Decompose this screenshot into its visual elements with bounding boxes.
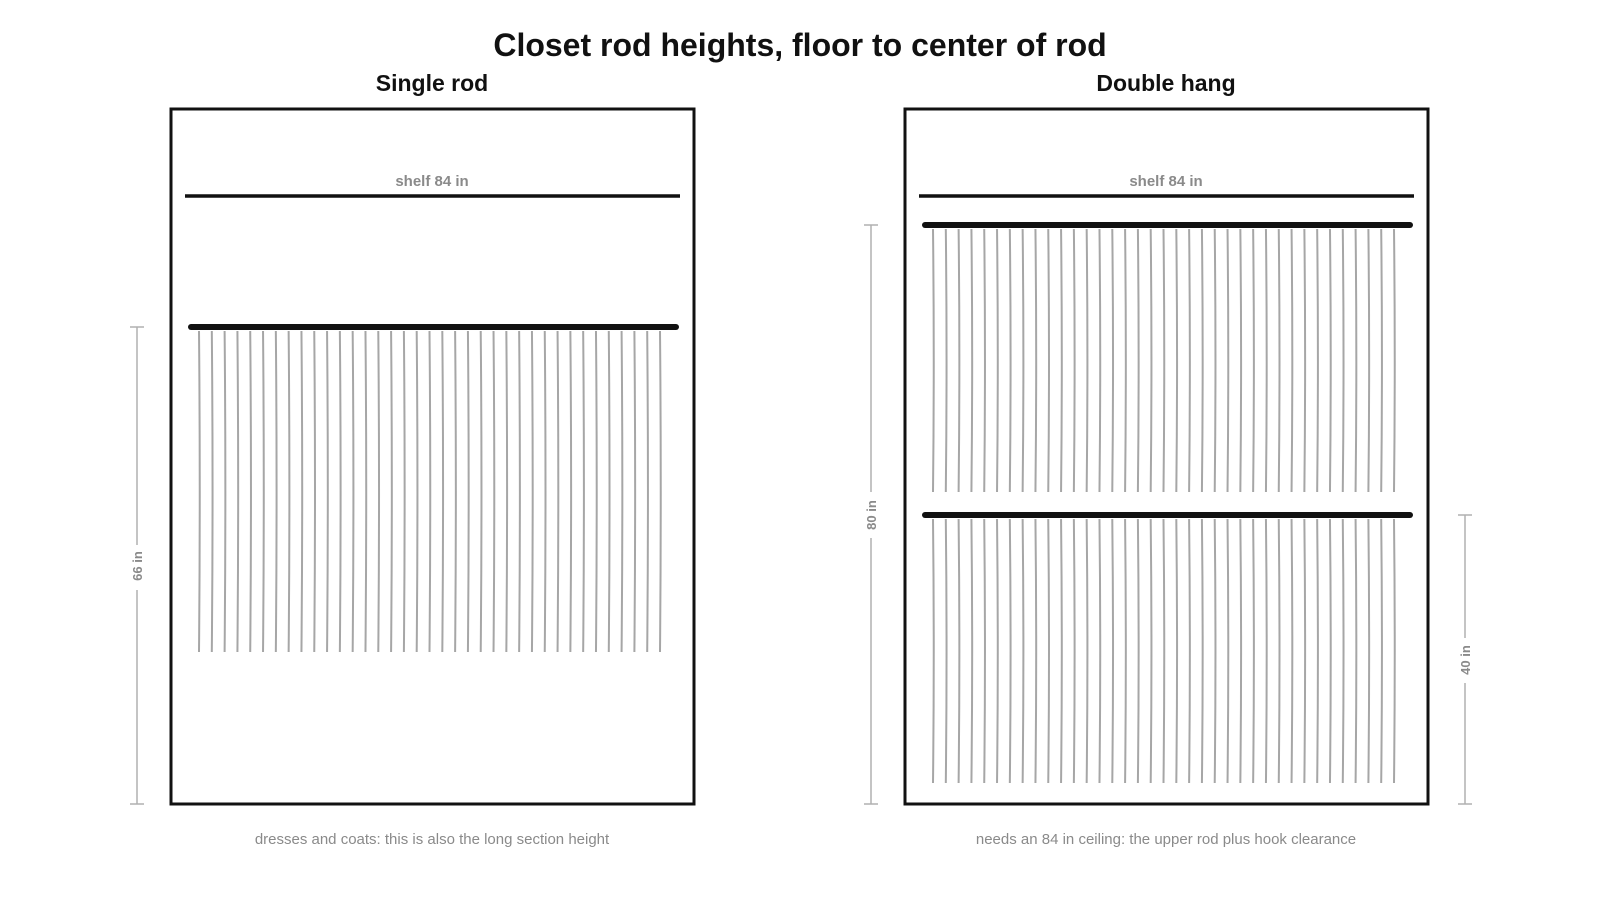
garment-strand bbox=[237, 331, 238, 652]
garment-strand bbox=[1151, 519, 1152, 783]
garment-strand bbox=[570, 331, 571, 652]
garment-strand bbox=[997, 519, 998, 783]
garment-strand bbox=[1266, 229, 1267, 492]
garment-strand bbox=[1292, 229, 1293, 492]
garment-strand bbox=[365, 331, 366, 652]
garment-strand bbox=[1202, 519, 1203, 783]
garment-strand bbox=[1112, 519, 1113, 783]
garment-strand bbox=[946, 519, 947, 783]
garment-strand bbox=[481, 331, 482, 652]
garment-strand bbox=[1151, 229, 1152, 492]
garment-strand bbox=[1317, 519, 1318, 783]
garment-strand bbox=[340, 331, 341, 652]
garment-strand bbox=[1099, 229, 1100, 492]
garment-strand bbox=[1304, 519, 1305, 783]
shelf-label: shelf 84 in bbox=[395, 173, 469, 190]
garment-strand bbox=[391, 331, 392, 652]
garment-strand bbox=[959, 229, 960, 492]
garment-strand bbox=[609, 331, 610, 652]
garment-strand bbox=[353, 331, 354, 652]
garment-strand bbox=[1048, 229, 1049, 492]
panel-caption: needs an 84 in ceiling: the upper rod plus hook clearance bbox=[975, 831, 1357, 848]
garment-strand bbox=[997, 229, 998, 492]
closet-frame bbox=[905, 109, 1428, 804]
garment-strand bbox=[250, 331, 251, 652]
garment-strand bbox=[1176, 229, 1177, 492]
garment-strand bbox=[1048, 519, 1049, 783]
garment-strand bbox=[984, 229, 985, 492]
garment-strand bbox=[984, 519, 985, 783]
garment-strand bbox=[1087, 229, 1088, 492]
garment-strand bbox=[933, 229, 934, 492]
garment-strand bbox=[1176, 519, 1177, 783]
garment-strand bbox=[404, 331, 405, 652]
garment-strand bbox=[442, 331, 443, 652]
dimension-40in bbox=[1458, 515, 1473, 804]
garment-strand bbox=[1035, 229, 1036, 492]
garment-strand bbox=[946, 229, 947, 492]
garment-strand bbox=[1215, 519, 1216, 783]
garment-strand bbox=[430, 331, 431, 652]
garment-strand bbox=[1330, 229, 1331, 492]
garment-strand bbox=[1253, 229, 1254, 492]
garment-strand bbox=[1240, 229, 1241, 492]
garment-strand bbox=[1074, 229, 1075, 492]
garment-strand bbox=[634, 331, 635, 652]
hanging-garments-lower bbox=[933, 519, 1395, 783]
panel-caption: dresses and coats: this is also the long section height bbox=[254, 831, 610, 848]
garment-strand bbox=[1202, 229, 1203, 492]
garment-strand bbox=[417, 331, 418, 652]
garment-strand bbox=[519, 331, 520, 652]
garment-strand bbox=[263, 331, 264, 652]
garment-strand bbox=[1292, 519, 1293, 783]
garment-strand bbox=[1304, 229, 1305, 492]
garment-strand bbox=[1061, 229, 1062, 492]
garment-strand bbox=[1381, 519, 1382, 783]
garment-strand bbox=[1356, 519, 1357, 783]
garment-strand bbox=[1087, 519, 1088, 783]
garment-strand bbox=[455, 331, 456, 652]
garment-strand bbox=[1279, 229, 1280, 492]
garment-strand bbox=[314, 331, 315, 652]
garment-strand bbox=[1253, 519, 1254, 783]
dimension-80in bbox=[864, 225, 879, 804]
garment-strand bbox=[1189, 229, 1190, 492]
panel-title-double-hang: Double hang bbox=[1096, 70, 1236, 96]
garment-strand bbox=[1228, 519, 1229, 783]
garment-strand bbox=[1099, 519, 1100, 783]
garment-strand bbox=[971, 229, 972, 492]
diagram-title: Closet rod heights, floor to center of rod bbox=[493, 27, 1107, 63]
garment-strand bbox=[1010, 519, 1011, 783]
shelf-label: shelf 84 in bbox=[1129, 173, 1203, 190]
garment-strand bbox=[1266, 519, 1267, 783]
garment-strand bbox=[1023, 519, 1024, 783]
garment-strand bbox=[1394, 229, 1395, 492]
garment-strand bbox=[1381, 229, 1382, 492]
garment-strand bbox=[1317, 229, 1318, 492]
garment-strand bbox=[301, 331, 302, 652]
garment-strand bbox=[1112, 229, 1113, 492]
garment-strand bbox=[1189, 519, 1190, 783]
garment-strand bbox=[532, 331, 533, 652]
garment-strand bbox=[1343, 229, 1344, 492]
garment-strand bbox=[1023, 229, 1024, 492]
garment-strand bbox=[1279, 519, 1280, 783]
garment-strand bbox=[1164, 519, 1165, 783]
garment-strand bbox=[1125, 519, 1126, 783]
garment-strand bbox=[1368, 229, 1369, 492]
garment-strand bbox=[1138, 519, 1139, 783]
garment-strand bbox=[468, 331, 469, 652]
garment-strand bbox=[276, 331, 277, 652]
hanging-garments bbox=[199, 331, 661, 652]
garment-strand bbox=[506, 331, 507, 652]
dimension-label: 66 in bbox=[130, 551, 145, 581]
garment-strand bbox=[1330, 519, 1331, 783]
garment-strand bbox=[1343, 519, 1344, 783]
garment-strand bbox=[199, 331, 200, 652]
garment-strand bbox=[1356, 229, 1357, 492]
garment-strand bbox=[1125, 229, 1126, 492]
garment-strand bbox=[647, 331, 648, 652]
panel-double-hang bbox=[864, 70, 1473, 848]
garment-strand bbox=[1228, 229, 1229, 492]
hanging-garments-upper bbox=[933, 229, 1395, 492]
garment-strand bbox=[971, 519, 972, 783]
garment-strand bbox=[583, 331, 584, 652]
dimension-label: 80 in bbox=[864, 500, 879, 530]
garment-strand bbox=[1061, 519, 1062, 783]
garment-strand bbox=[1215, 229, 1216, 492]
garment-strand bbox=[545, 331, 546, 652]
garment-strand bbox=[1138, 229, 1139, 492]
garment-strand bbox=[1035, 519, 1036, 783]
garment-strand bbox=[959, 519, 960, 783]
closet-frame bbox=[171, 109, 694, 804]
dimension-label: 40 in bbox=[1458, 645, 1473, 675]
garment-strand bbox=[596, 331, 597, 652]
garment-strand bbox=[1010, 229, 1011, 492]
panel-title-single-rod: Single rod bbox=[375, 70, 489, 96]
garment-strand bbox=[660, 331, 661, 652]
garment-strand bbox=[1368, 519, 1369, 783]
garment-strand bbox=[1074, 519, 1075, 783]
panel-single-rod bbox=[130, 70, 694, 848]
garment-strand bbox=[1394, 519, 1395, 783]
garment-strand bbox=[494, 331, 495, 652]
garment-strand bbox=[327, 331, 328, 652]
garment-strand bbox=[558, 331, 559, 652]
dimension-66in bbox=[130, 327, 145, 804]
garment-strand bbox=[622, 331, 623, 652]
garment-strand bbox=[933, 519, 934, 783]
garment-strand bbox=[1240, 519, 1241, 783]
garment-strand bbox=[289, 331, 290, 652]
garment-strand bbox=[1164, 229, 1165, 492]
garment-strand bbox=[212, 331, 213, 652]
garment-strand bbox=[225, 331, 226, 652]
garment-strand bbox=[378, 331, 379, 652]
